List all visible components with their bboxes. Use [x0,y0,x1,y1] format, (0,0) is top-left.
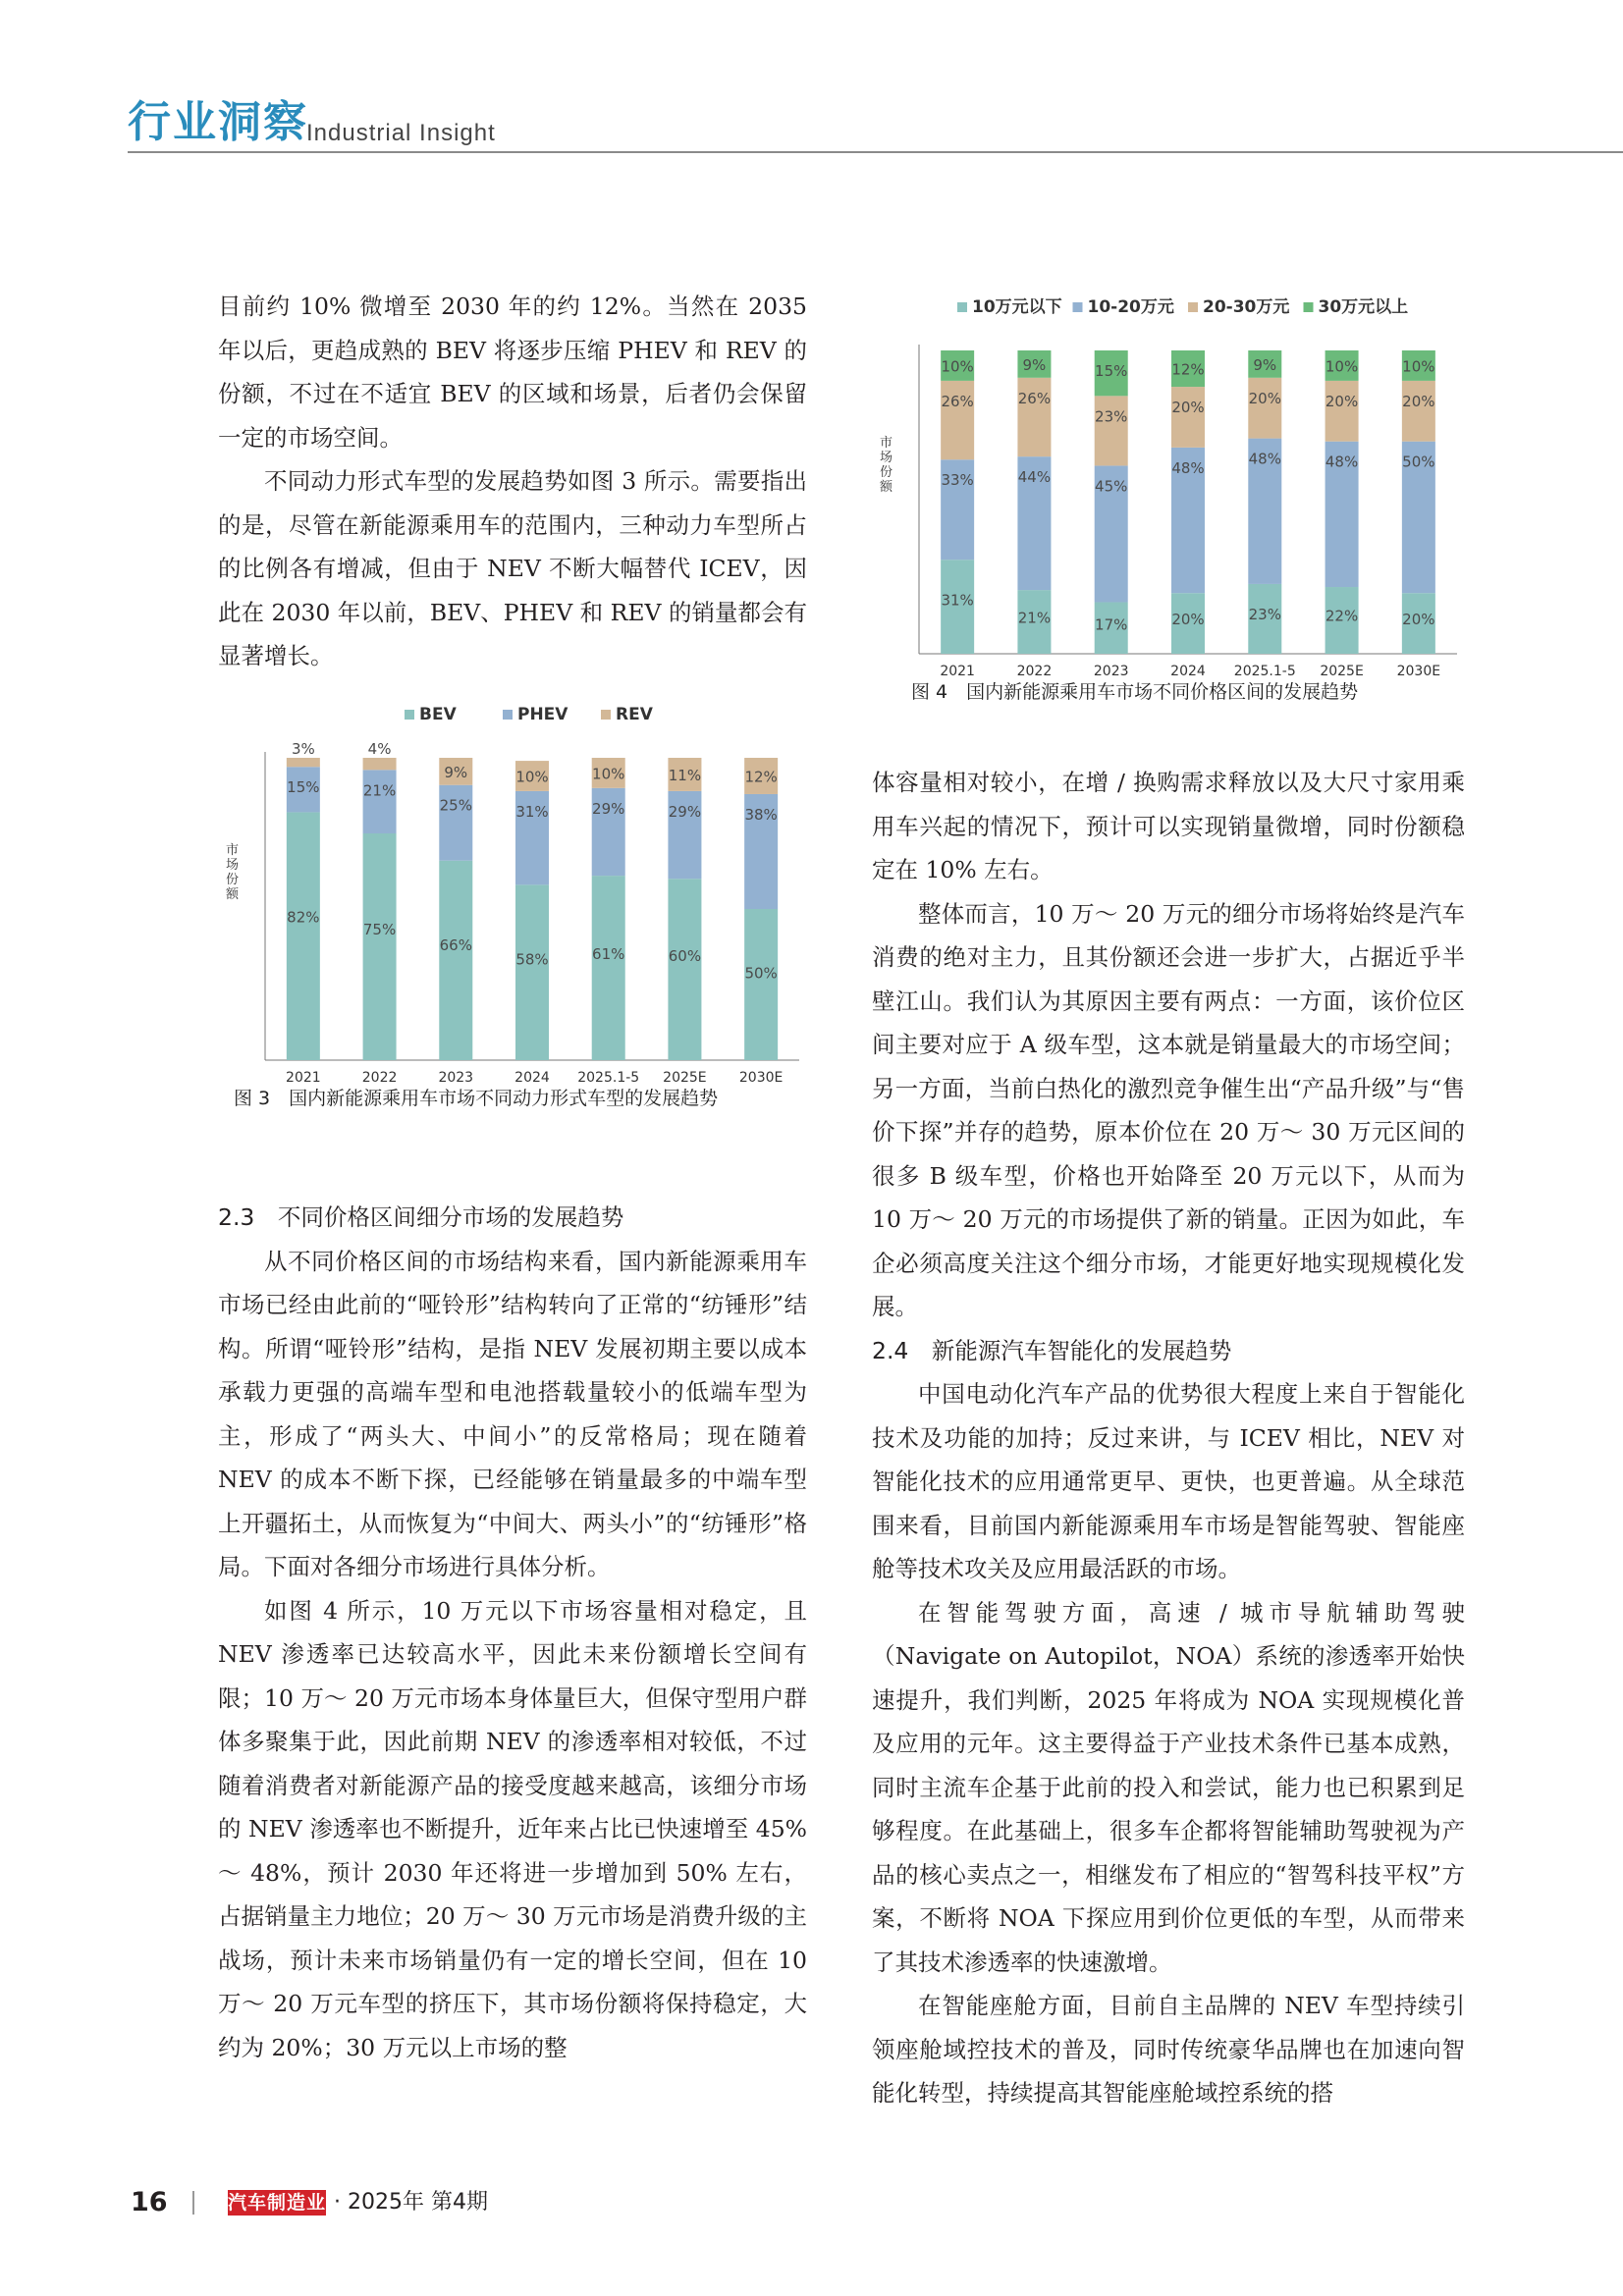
y-axis-title: 场 [880,451,893,465]
paragraph: 如图 4 所示，10 万元以下市场容量相对稳定，且 NEV 渗透率已达较高水平，因此未来份额增长空间有限；10 万～ 20 万元市场本身体量巨大，但保守型用户群体多聚集于此，因此前期 NEV 的渗透率相对较低，不过随着消费者对新能源产品的接受度越来越高，该细分市场的 NEV 渗透率也不断提升，近年来占比已快速增至 45% ～ 48%，预计 2030 年还将进一步增加到 50% 左右，占据销量主力地位；20 万～ 30 万元市场是消费升级的主战场，预计未来市场销量仍有一定的增长空间，但在 10 万～ 20 万元车型的挤压下，其市场份额将保持稳定，大约为 20%；30 万元以上市场的整 [218,1596,807,2061]
x-tick-label: 2025E [1320,664,1364,679]
bar-segment [287,758,320,767]
data-label: 48% [1248,450,1281,468]
x-tick-label: 2022 [1016,664,1053,679]
data-label: 31% [515,802,549,821]
data-label: 75% [362,921,397,939]
data-label: 29% [668,802,702,821]
legend-label: BEV [419,705,457,724]
paragraph: 从不同价格区间的市场结构来看，国内新能源乘用车市场已经由此前的“哑铃形”结构转向了正常的“纺锤形”结构。所谓“哑铃形”结构，是指 NEV 发展初期主要以成本承载力更强的高端车型和电池搭载量较小的低端车型为主，形成了“两头大、中间小”的反常格局；现在随着 NEV 的成本不断下探，已经能够在销量最多的中端车型上开疆拓土，从而恢复为“中间大、两头小”的“纺锤形”格局。下面对各细分市场进行具体分析。 [218,1247,807,1580]
legend-label: REV [616,705,653,724]
legend-label: 10-20万元 [1087,297,1174,317]
section-heading: 2.4 新能源汽车智能化的发展趋势 [872,1336,1232,1364]
data-label: 21% [362,781,397,800]
data-label: 10% [1402,357,1435,376]
bar-segment [1325,381,1359,442]
data-label: 48% [1171,458,1205,477]
data-label: 25% [439,796,472,815]
bar-segment [1248,378,1281,439]
data-label: 31% [941,591,974,610]
paragraph: 中国电动化汽车产品的优势很大程度上来自于智能化技术及功能的加持；反过来讲，与 ICEV 相比，NEV 对智能化技术的应用通常更早、更快，也更普遍。从全球范围来看，目前国内新能源乘用车市场是智能驾驶、智能座舱等技术攻关及应用最活跃的市场。 [872,1380,1465,1582]
x-tick-label: 2030E [738,1070,784,1086]
figure-3-chart [218,699,807,1126]
paragraph: 在智能座舱方面，目前自主品牌的 NEV 车型持续引领座舱域控技术的普及，同时传统豪华品牌也在加速向智能化转型，持续提高其智能座舱域控系统的搭 [872,1992,1465,2107]
data-label: 10% [592,765,625,783]
paragraph: 体容量相对较小，在增 / 换购需求释放以及大尺寸家用乘用车兴起的情况下，预计可以实现销量微增，同时份额稳定在 10% 左右。 [872,769,1465,883]
page-number: 16 [131,2187,168,2217]
bar-segment [287,812,320,1060]
paragraph: 整体而言，10 万～ 20 万元的细分市场将始终是汽车消费的绝对主力，且其份额还会进一步扩大，占据近乎半壁江山。我们认为其原因主要有两点：一方面，该价位区间主要对应于 A 级车型，这本就是销量最大的市场空间；另一方面，当前白热化的激烈竞争催生出“产品升级”与“售价下探”并存的趋势，原本价位在 20 万～ 30 万元区间的很多 B 级车型，价格也开始降至 20 万元以下，从而为 10 万～ 20 万元的市场提供了新的销量。正因为如此，车企必须高度关注这个细分市场，才能更好地实现规模化发展。 [872,899,1465,1320]
data-label: 17% [1095,615,1128,634]
data-label: 61% [592,945,625,964]
bar-segment [1171,387,1205,448]
footer-divider [192,2191,194,2215]
legend-swatch [1304,302,1314,312]
figure-4-chart [872,292,1465,720]
y-axis-title: 市 [880,436,893,451]
y-axis-title: 份 [880,465,893,480]
bar-segment [592,876,625,1060]
y-axis-title: 额 [226,887,240,902]
legend-swatch [503,710,513,720]
data-label: 10% [941,357,974,376]
legend-swatch [1188,302,1198,312]
magazine-logo: 汽车制造业 [228,2192,327,2214]
x-tick-label: 2024 [514,1070,550,1086]
legend-swatch [405,710,414,720]
data-label: 15% [287,778,320,797]
data-label: 20% [1402,392,1435,410]
data-label: 12% [744,768,778,786]
data-label: 45% [1095,477,1128,496]
header-subtitle: Industrial Insight [306,120,496,146]
x-tick-label: 2025E [663,1070,707,1086]
data-label: 66% [439,936,472,955]
data-label: 20% [1171,611,1205,629]
data-label: 22% [1325,607,1359,625]
paragraph: 不同动力形式车型的发展趋势如图 3 所示。需要指出的是，尽管在新能源乘用车的范围内，三种动力车型所占的比例各有增减，但由于 NEV 不断大幅替代 ICEV，因此在 2030 年以前，BEV、PHEV 和 REV 的销量都会有显著增长。 [218,467,807,669]
data-label: 58% [515,950,549,969]
x-tick-label: 2021 [286,1070,321,1086]
x-tick-label: 2030E [1396,664,1441,679]
data-label: 20% [1248,389,1281,407]
paragraph: 在智能驾驶方面，高速 / 城市导航辅助驾驶（Navigate on Autopilot，NOA）系统的渗透率开始快速提升，我们判断，2025 年将成为 NOA 实现规模化普及应用的元年。这主要得益于产业技术条件已基本成熟，同时主流车企基于此前的投入和尝试，能力也已积累到足够程度。在此基础上，很多车企都将智能辅助驾驶视为产品的核心卖点之一，相继发布了相应的“智驾科技平权”方案，不断将 NOA 下探应用到价位更低的车型，从而带来了其技术渗透率的快速激增。 [872,1598,1465,1976]
data-label: 3% [291,740,315,758]
data-label: 9% [444,763,468,781]
figure-caption: 图 3 国内新能源乘用车市场不同动力形式车型的发展趋势 [234,1088,719,1109]
section-heading: 2.3 不同价格区间细分市场的发展趋势 [218,1203,624,1231]
data-label: 82% [287,908,320,927]
x-tick-label: 2022 [361,1070,398,1086]
legend-label: PHEV [517,705,568,724]
data-label: 23% [1095,407,1128,426]
data-label: 29% [592,799,625,818]
legend-label: 20-30万元 [1203,297,1290,317]
data-label: 50% [1402,453,1435,471]
data-label: 15% [1095,362,1128,380]
figure-caption: 图 4 国内新能源乘用车市场不同价格区间的发展趋势 [911,681,1359,703]
x-tick-label: 2021 [940,664,975,679]
data-label: 21% [1017,609,1052,627]
legend-swatch [1073,302,1083,312]
issue-label: · 2025年 第4期 [334,2190,488,2215]
bar-segment [668,879,701,1060]
data-label: 26% [1017,389,1052,407]
legend-swatch [601,710,611,720]
legend-label: 10万元以下 [972,297,1062,317]
data-label: 10% [515,768,549,786]
bar-segment [1402,381,1435,442]
data-label: 9% [1022,355,1047,374]
data-label: 20% [1325,392,1359,410]
right-column [872,761,1465,2115]
header-title: 行业洞察 [128,97,308,147]
data-label: 23% [1248,605,1281,623]
legend-label: 30万元以上 [1318,297,1409,317]
data-label: 20% [1171,399,1205,417]
data-label: 38% [744,805,778,824]
left-column-bottom [218,1196,807,2069]
paragraph: 目前约 10% 微增至 2030 年的约 12%。当然在 2035 年以后，更趋成熟的 BEV 将逐步压缩 PHEV 和 REV 的份额，不过在不适宜 BEV 的区域和场景，后者仍会保留一定的市场空间。 [218,293,807,452]
bar-segment [515,884,549,1060]
bar-segment [363,833,397,1060]
x-tick-label: 2023 [1093,664,1129,679]
data-label: 26% [941,392,974,410]
data-label: 10% [1325,357,1359,376]
x-tick-label: 2023 [438,1070,474,1086]
data-label: 12% [1171,360,1205,379]
x-tick-label: 2025.1-5 [577,1070,640,1086]
x-tick-label: 2024 [1170,664,1206,679]
data-label: 60% [668,946,702,965]
header-rule [128,151,1623,153]
bar-segment [1095,396,1128,465]
left-column-top [218,285,807,678]
bar-segment [439,861,472,1060]
data-label: 11% [668,766,702,784]
bar-segment [363,770,397,833]
data-label: 48% [1325,453,1359,471]
data-label: 4% [367,740,392,758]
bar-segment [363,758,397,770]
data-label: 9% [1253,355,1277,374]
data-label: 20% [1402,611,1435,629]
legend-swatch [957,302,967,312]
data-label: 50% [744,964,778,983]
data-label: 33% [941,471,974,490]
bar-segment [744,909,778,1060]
y-axis-title: 额 [880,480,893,495]
x-tick-label: 2025.1-5 [1233,664,1296,679]
data-label: 44% [1017,468,1052,487]
y-axis-title: 市 [226,843,240,858]
y-axis-title: 场 [226,858,240,873]
y-axis-title: 份 [226,873,240,887]
